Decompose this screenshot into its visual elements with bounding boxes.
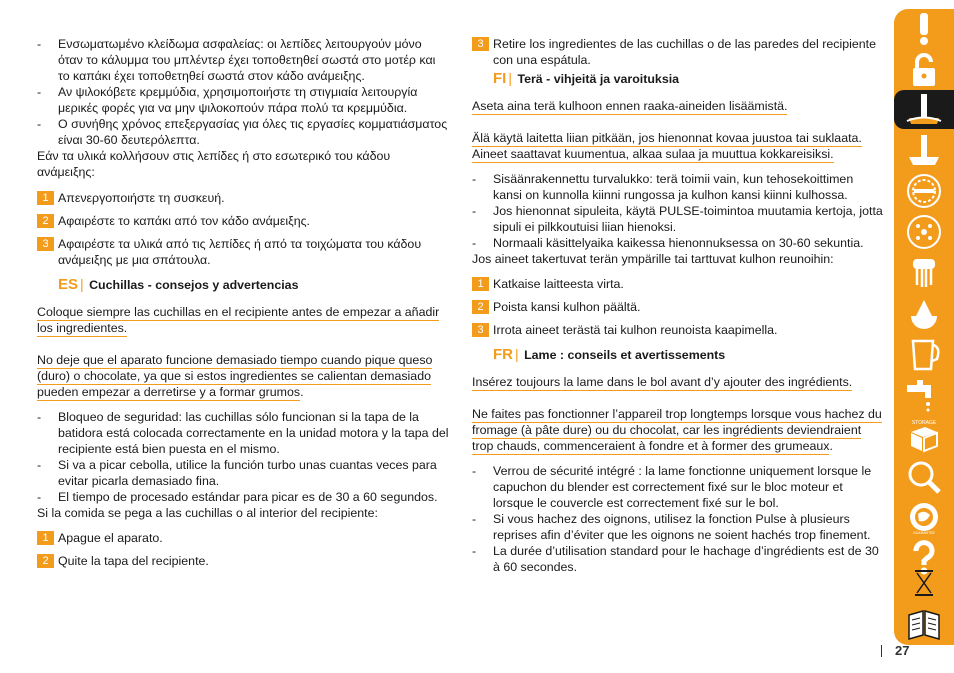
warning-text: Ne faites pas fonctionner l’appareil trop longtemps lorsque vous hachez du fromage (à pâte dure) ou du chocolat, car les ingrédients deviendraient trop chauds, commenceraient à fondre et à former des grumeaux. <box>472 407 882 453</box>
step-item: 3 Αφαιρέστε τα υλικά από τις λεπίδες ή από τα τοιχώματα του κάδου ανάμειξης με μια σπάτουλα. <box>37 236 449 268</box>
padlock-icon <box>905 52 943 88</box>
jug-icon <box>905 337 943 373</box>
tab-jug[interactable] <box>894 335 954 374</box>
whisk-icon <box>905 255 943 291</box>
chapter-sidebar <box>894 9 954 645</box>
page-number-divider <box>881 645 882 657</box>
bullet-item: - Sisäänrakennettu turvalukko: terä toimii vain, kun tehosekoittimen kansi on kunnolla kiinni rungossa ja kulhon kansi kiinni kulhossa. <box>472 172 854 202</box>
tab-slicing[interactable] <box>894 171 954 210</box>
bullet-item: - Αν ψιλοκόβετε κρεμμύδια, χρησιμοποιήστε τη στιγμιαία λειτουργία μερικές φορές για να μην ψιλοκοπούν πάρα πολύ τα κρεμμύδια. <box>37 85 418 115</box>
left-column <box>37 36 449 569</box>
step-item: 2 Quite la tapa del recipiente. <box>37 553 449 569</box>
tab-storage[interactable] <box>894 416 954 455</box>
bullet-item: - Verrou de sécurité intégré : la lame fonctionne uniquement lorsque le capuchon du blender est correctement fixé sur le bloc moteur et lorsque le couvercle est correctement fixé sur le bol. <box>472 464 872 510</box>
step-item: 1 Apague el aparato. <box>37 530 449 546</box>
page-number: 27 <box>895 643 910 658</box>
tab-whisk[interactable] <box>894 253 954 292</box>
warning-text: No deje que el aparato funcione demasiado tiempo cuando pique queso (duro) o chocolate, ya que si estos ingredientes se calientan demasiado pueden empezar a derretirse y a formar grumos. <box>37 353 433 399</box>
tab-cleaning[interactable] <box>894 375 954 414</box>
step-item: 3 Retire los ingredientes de las cuchillas o de las paredes del recipiente con una espátula. <box>472 36 884 68</box>
tab-grating[interactable] <box>894 212 954 251</box>
tab-citrus[interactable] <box>894 294 954 333</box>
tab-kneading[interactable] <box>894 131 954 170</box>
bullet-item: - Ο συνήθης χρόνος επεξεργασίας για όλες τις εργασίες κομματιάσματος είναι 30-60 δευτερόλεπτα. <box>37 117 448 147</box>
tab-manual[interactable] <box>894 603 954 642</box>
book-icon <box>905 605 943 641</box>
step-item: 1 Katkaise laitteesta virta. <box>472 276 884 292</box>
stuck-text: Si la comida se pega a las cuchillas o al interior del recipiente: <box>37 506 378 520</box>
hourglass-icon <box>905 565 943 601</box>
bullet-item: - Jos hienonnat sipuleita, käytä PULSE-toimintoa muutamia kertoja, jotta sipuli ei pilkkoutuisi liian hienoksi. <box>472 204 883 234</box>
exclamation-icon <box>905 11 943 47</box>
step-item: 2 Αφαιρέστε το καπάκι από τον κάδο ανάμειξης. <box>37 213 449 229</box>
warning-text: Insérez toujours la lame dans le bol avant d’y ajouter des ingrédients. <box>472 375 853 389</box>
stuck-text: Εάν τα υλικά κολλήσουν στις λεπίδες ή στο εσωτερικό του κάδου ανάμειξης: <box>37 149 391 179</box>
bullet-item: - Si vous hachez des oignons, utilisez la fonction Pulse à plusieurs reprises afin d’éviter que les oignons ne soient hachés trop finement. <box>472 512 871 542</box>
storage-box-icon <box>905 418 943 454</box>
globe-icon <box>905 499 943 535</box>
tab-blade[interactable] <box>894 90 954 129</box>
tab-lock[interactable] <box>894 50 954 89</box>
warning-text: Coloque siempre las cuchillas en el recipiente antes de empezar a añadir los ingredientes. <box>37 305 440 335</box>
bullet-item: - Ενσωματωμένο κλείδωμα ασφαλείας: οι λεπίδες λειτουργούν μόνο όταν το κάλυμμα του μπλέντερ έχει τοποθετηθεί σωστά στο μοτέρ και το καπάκι έχει τοποθετηθεί σωστά στον κάδο ανάμειξης. <box>37 37 436 83</box>
tab-recipes[interactable] <box>894 563 954 602</box>
blade-icon <box>905 92 943 128</box>
stuck-text: Jos aineet takertuvat terän ympärille tai tarttuvat kulhon reunoihin: <box>472 252 834 266</box>
slicing-disc-icon <box>905 173 943 209</box>
bullet-item: - La durée d’utilisation standard pour le hachage d’ingrédients est de 30 à 60 secondes. <box>472 544 879 574</box>
warning-text: Aseta aina terä kulhoon ennen raaka-aineiden lisäämistä. <box>472 99 788 113</box>
bullet-item: - Si va a picar cebolla, utilice la función turbo unas cuantas veces para evitar picarla demasiado fina. <box>37 458 437 488</box>
bullet-item: - Bloqueo de seguridad: las cuchillas sólo funcionan si la tapa de la batidora está colocada correctamente en la unidad motora y la tapa del recipiente está bien puesta en el mismo. <box>37 410 449 456</box>
citrus-press-icon <box>905 296 943 332</box>
section-heading-fi: FI | Terä - vihjeitä ja varoituksia <box>493 70 680 87</box>
svg-text:GUARANTEE: GUARANTEE <box>913 531 935 535</box>
bullet-item: - El tiempo de procesado estándar para picar es de 30 a 60 segundos. <box>37 490 438 504</box>
step-item: 3 Irrota aineet terästä tai kulhon reunoista kaapimella. <box>472 322 884 338</box>
bullet-item: - Normaali käsittelyaika kaikessa hienonnuksessa on 30-60 sekuntia. <box>472 236 864 250</box>
svg-text:STORAGE: STORAGE <box>911 420 937 426</box>
step-item: 2 Poista kansi kulhon päältä. <box>472 299 884 315</box>
step-item: 1 Απενεργοποιήστε τη συσκευή. <box>37 190 449 206</box>
tab-safety[interactable] <box>894 9 954 48</box>
warning-text: Älä käytä laitetta liian pitkään, jos hienonnat kovaa juustoa tai suklaata. Aineet saattavat kuumentua, alkaa sulaa ja muuttua kokkareisiksi. <box>472 131 862 161</box>
magnifier-icon <box>905 459 943 495</box>
tab-guarantee[interactable] <box>894 497 954 536</box>
kneading-tool-icon <box>905 133 943 169</box>
grating-disc-icon <box>905 214 943 250</box>
section-heading-es: ES | Cuchillas - consejos y advertencias <box>58 276 299 293</box>
section-heading-fr: FR | Lame : conseils et avertissements <box>493 346 726 363</box>
right-column <box>472 36 884 575</box>
tab-troubleshooting[interactable] <box>894 457 954 496</box>
tap-icon <box>905 377 943 413</box>
